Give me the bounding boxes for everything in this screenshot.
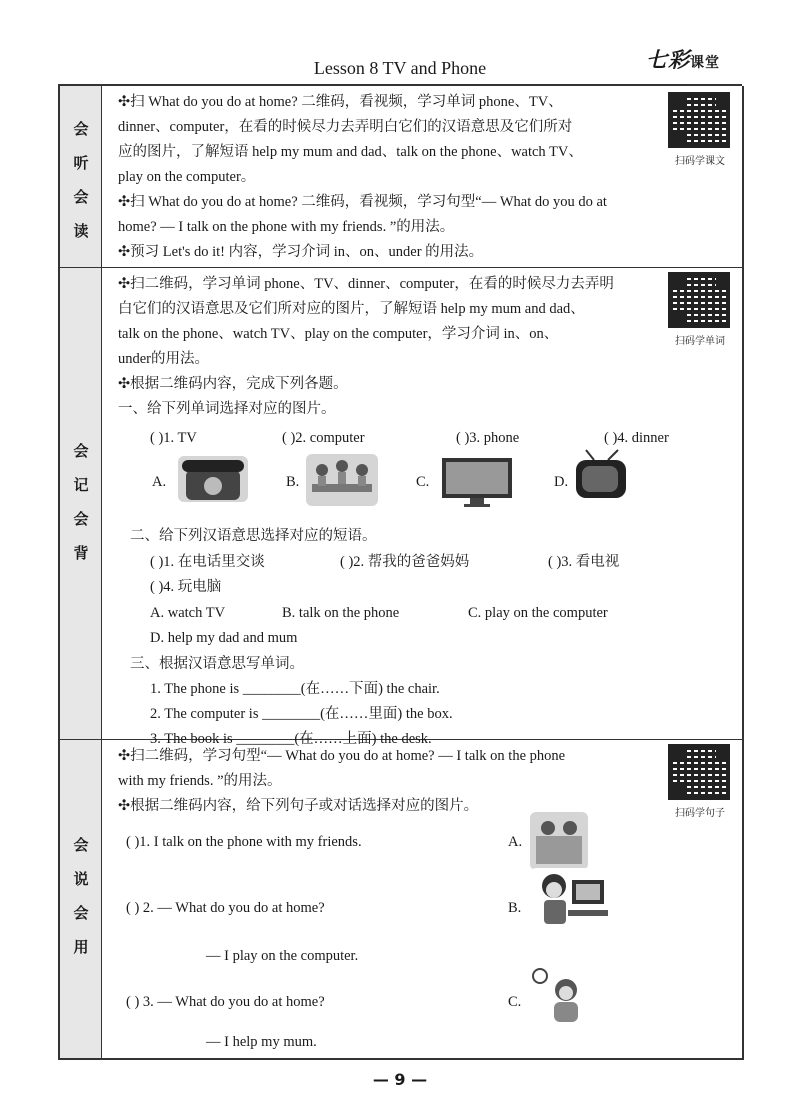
brand-sub: 课堂 [690, 55, 720, 71]
phone-talk-image [530, 812, 588, 870]
answer-blank[interactable]: ( )3. 看电视 [548, 554, 620, 570]
question-1[interactable]: ( )1. I talk on the phone with my friends. [126, 834, 362, 850]
telephone-image [178, 456, 248, 502]
text-line: ✣扫二维码，学习句型“— What do you do at home? — I talk on the phone [118, 748, 566, 764]
picture-label: C. [416, 474, 430, 490]
option: A. watch TV [150, 605, 226, 621]
picture-label: A. [152, 474, 167, 490]
page-title: Lesson 8 TV and Phone [313, 58, 487, 78]
answer-blank[interactable]: ( )3. phone [456, 430, 520, 446]
text-line: 应的图片，了解短语 help my mum and dad、talk on the phone、watch TV、 [118, 144, 583, 160]
fill-in-blank[interactable]: 1. The phone is ________(在……下面) the chair. [150, 681, 440, 697]
text-line: ✣扫 What do you do at home? 二维码，看视频，学习句型“— What do you do at [118, 194, 607, 210]
brand-logo [646, 44, 742, 76]
side-label: 会 记 会 背 [73, 442, 89, 562]
option: D. help my dad and mum [150, 630, 298, 646]
answer-blank[interactable]: ( )1. TV [150, 430, 197, 446]
qr-caption: 扫码学单词 [675, 336, 725, 347]
section-text [118, 272, 614, 422]
answer-2: — I play on the computer. [206, 948, 359, 964]
picture-label: B. [508, 900, 522, 916]
brand-name: 七彩 [646, 48, 690, 72]
text-line: dinner、computer，在看的时候尽力去弄明白它们的汉语意思及它们所对 [118, 119, 573, 135]
page-number: — 9 — [372, 1070, 428, 1089]
text-line: 白它们的汉语意思及它们所对应的图片，了解短语 help my mum and dad、 [118, 301, 585, 317]
side-label: 会 听 会 读 [73, 120, 89, 240]
side-label-column [60, 268, 102, 739]
answer-blank[interactable]: ( )4. 玩电脑 [150, 579, 222, 595]
picture-label: B. [286, 474, 300, 490]
family-dinner-image [306, 454, 378, 506]
answer-blank[interactable]: ( )2. computer [282, 430, 365, 446]
text-line: ✣根据二维码内容，给下列句子或对话选择对应的图片。 [118, 798, 479, 814]
qr-code[interactable] [668, 272, 730, 328]
answer-blank[interactable]: ( )1. 在电话里交谈 [150, 554, 265, 570]
text-line: ✣预习 Let's do it! 内容，学习介词 in、on、under 的用法。 [118, 244, 484, 260]
computer-play-image [530, 868, 610, 936]
text-line: home? — I talk on the phone with my friends. ”的用法。 [118, 219, 455, 235]
qr-caption: 扫码学句子 [675, 808, 725, 819]
section-remember-recite [60, 268, 742, 747]
text-line: 一、给下列单词选择对应的图片。 [118, 401, 336, 417]
text-line: with my friends. ”的用法。 [118, 773, 282, 789]
side-label-column [60, 86, 102, 267]
picture-label: C. [508, 994, 522, 1010]
fill-in-blank[interactable]: 3. The book is ________(在……上面) the desk. [150, 731, 432, 747]
side-label: 会 说 会 用 [73, 836, 89, 956]
text-line: ✣根据二维码内容，完成下列各题。 [118, 376, 348, 392]
part-2-title: 二、给下列汉语意思选择对应的短语。 [130, 528, 377, 544]
picture-label: D. [554, 474, 569, 490]
part-3-title: 三、根据汉语意思写单词。 [130, 656, 304, 672]
fill-in-blank[interactable]: 2. The computer is ________(在……里面) the box. [150, 706, 453, 722]
section-text [118, 90, 607, 265]
qr-code[interactable] [668, 92, 730, 148]
worksheet-frame [58, 86, 744, 1060]
section-listen-read [60, 86, 742, 268]
qr-caption: 扫码学课文 [675, 156, 725, 167]
tv-image [572, 448, 630, 504]
option: C. play on the computer [468, 605, 608, 621]
computer-image [440, 454, 520, 508]
picture-label: A. [508, 834, 523, 850]
help-mum-image [530, 966, 592, 1026]
qr-code[interactable] [668, 744, 730, 800]
side-label-column [60, 740, 102, 1058]
answer-3: — I help my mum. [206, 1034, 317, 1050]
section-speak-use [60, 740, 742, 1058]
text-line: talk on the phone、watch TV、play on the computer，学习介词 in、on、 [118, 326, 559, 342]
text-line: play on the computer。 [118, 169, 256, 185]
option: B. talk on the phone [282, 605, 400, 621]
question-2[interactable]: ( ) 2. — What do you do at home? [126, 900, 325, 916]
answer-blank[interactable]: ( )2. 帮我的爸爸妈妈 [340, 554, 470, 570]
text-line: ✣扫二维码，学习单词 phone、TV、dinner、computer，在看的时候尽力去弄明 [118, 276, 614, 292]
answer-blank[interactable]: ( )4. dinner [604, 430, 669, 446]
section-text [118, 744, 565, 819]
question-3[interactable]: ( ) 3. — What do you do at home? [126, 994, 325, 1010]
text-line: ✣扫 What do you do at home? 二维码，看视频，学习单词 phone、TV、 [118, 94, 563, 110]
text-line: under的用法。 [118, 351, 210, 367]
